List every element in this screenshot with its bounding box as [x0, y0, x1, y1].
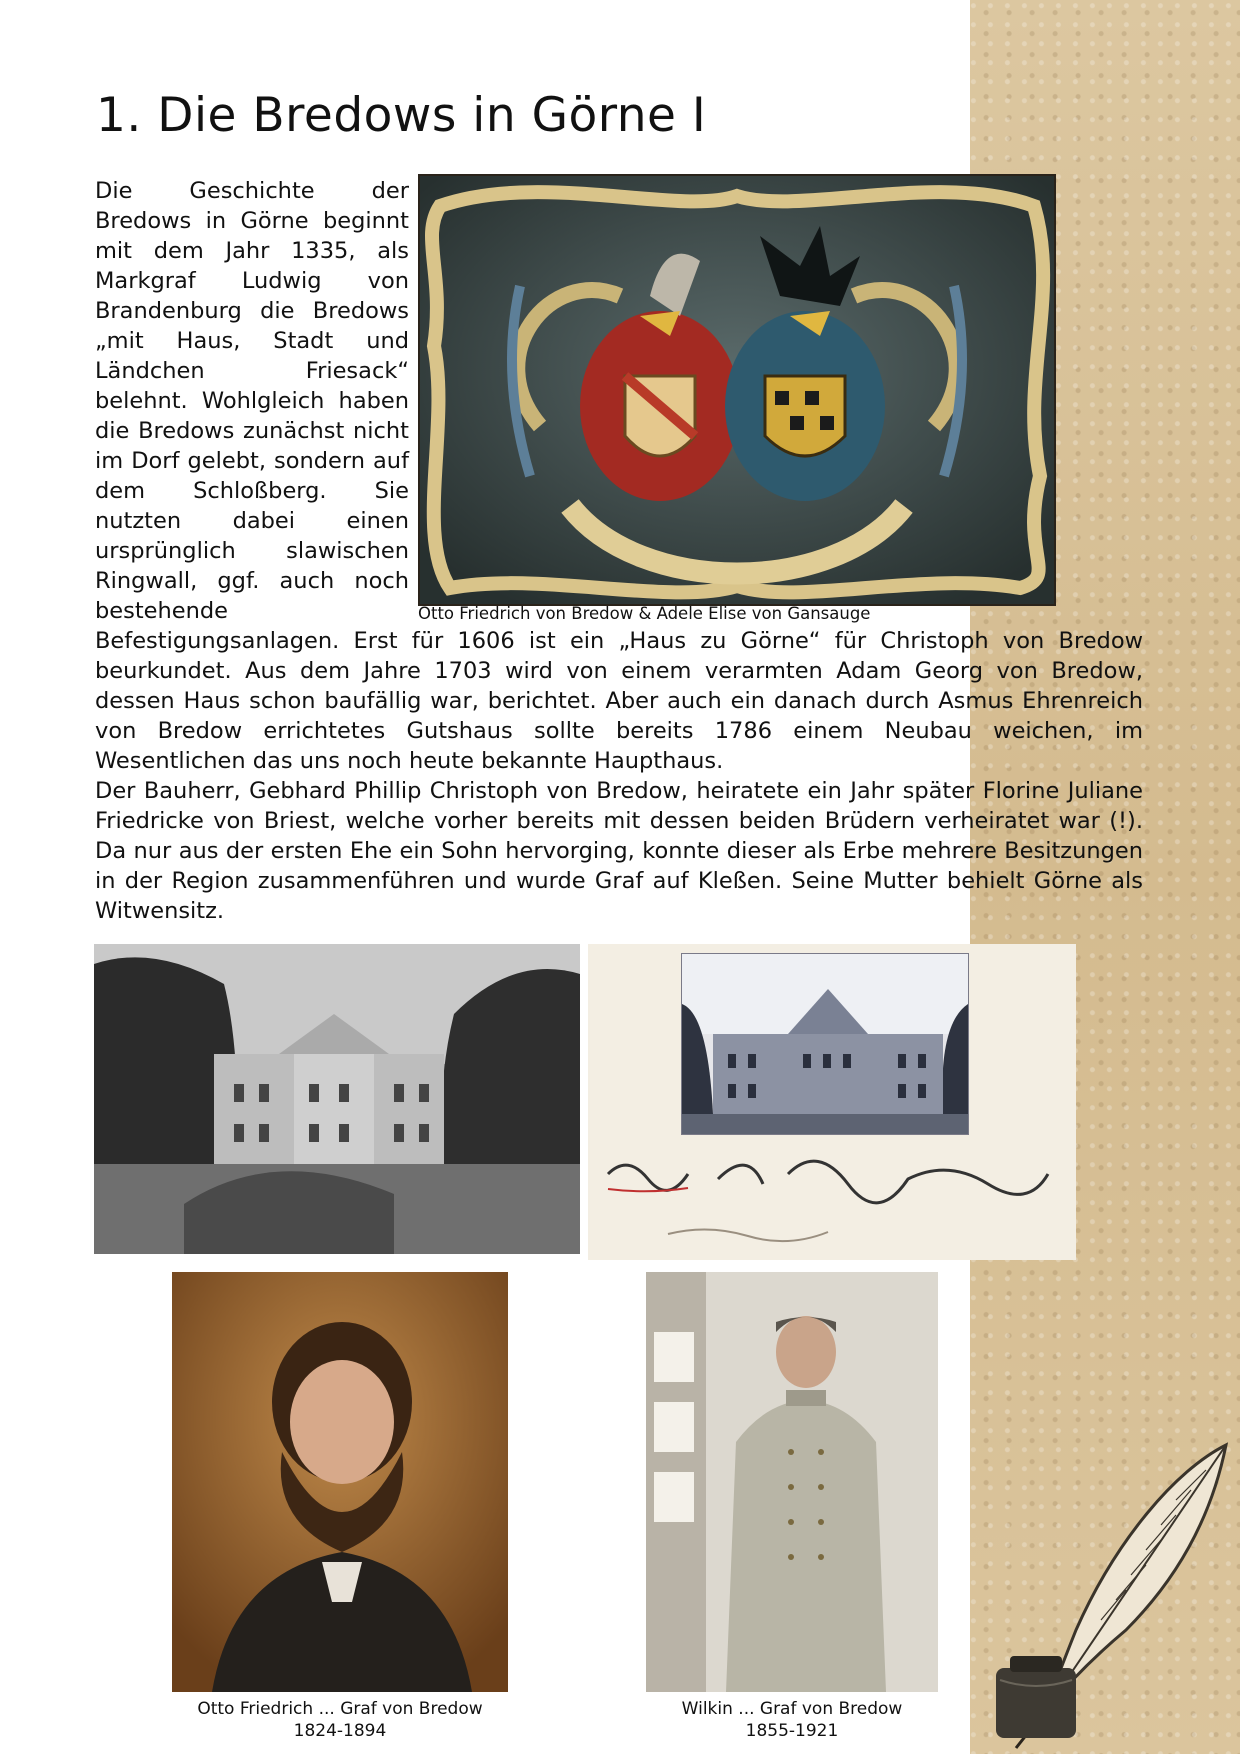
coat-of-arms-painting [418, 174, 1056, 606]
portrait-right-name: Wilkin ... Graf von Bredow [681, 1699, 903, 1719]
portrait-right-caption [632, 1698, 952, 1742]
portrait-left-name: Otto Friedrich ... Graf von Bredow [197, 1699, 483, 1719]
portrait-left-caption [172, 1698, 508, 1742]
manor-house-postcard [588, 944, 1076, 1260]
history-paragraph-1: Befestigungsanlagen. Erst für 1606 ist ein „Haus zu Görne“ für Christoph von Bredow beurkundet. Aus dem Jahre 1703 wird von einem verarmten Adam Georg von Bredow, dessen Haus schon baufällig war, berichtet. Aber auch ein danach durch Asmus Ehrenreich von Bredow errichtetes Gutshaus sollte bereits 1786 einem Neubau weichen, im Wesentlichen das uns noch heute bekannte Haupthaus. [95, 628, 1143, 774]
portrait-right-years: 1855-1921 [745, 1721, 839, 1741]
coat-of-arms-caption: Otto Friedrich von Bredow & Adele Elise von Gansauge [418, 604, 871, 623]
history-paragraph-2: Der Bauherr, Gebhard Phillip Christoph von Bredow, heiratete ein Jahr später Florine Juliane Friedricke von Briest, welche vorher bereits mit dessen beiden Brüdern verheiratet war (!). Da nur aus der ersten Ehe ein Sohn hervorging, konnte dieser als Erbe mehrere Besitzungen in der Region zusammenführen und wurde Graf auf Kleßen. Seine Mutter behielt Görne als Witwensitz. [95, 778, 1143, 924]
portrait-otto-friedrich [172, 1272, 508, 1692]
intro-paragraph: Die Geschichte der Bredows in Görne beginnt mit dem Jahr 1335, als Markgraf Ludwig von Brandenburg die Bredows „mit Haus, Stadt und Ländchen Friesack“ belehnt. Wohlgleich haben die Bredows zunächst nicht im Dorf gelebt, sondern auf dem Schloßberg. Sie nutzten dabei einen ursprünglich slawischen Ringwall, ggf. auch noch bestehende [95, 178, 409, 624]
portrait-wilkin [646, 1272, 938, 1692]
manor-house-photo-bw [94, 944, 580, 1254]
page-title: 1. Die Bredows in Görne I [96, 88, 707, 143]
portrait-left-years: 1824-1894 [293, 1721, 387, 1741]
quill-inkwell-icon [976, 1430, 1238, 1750]
